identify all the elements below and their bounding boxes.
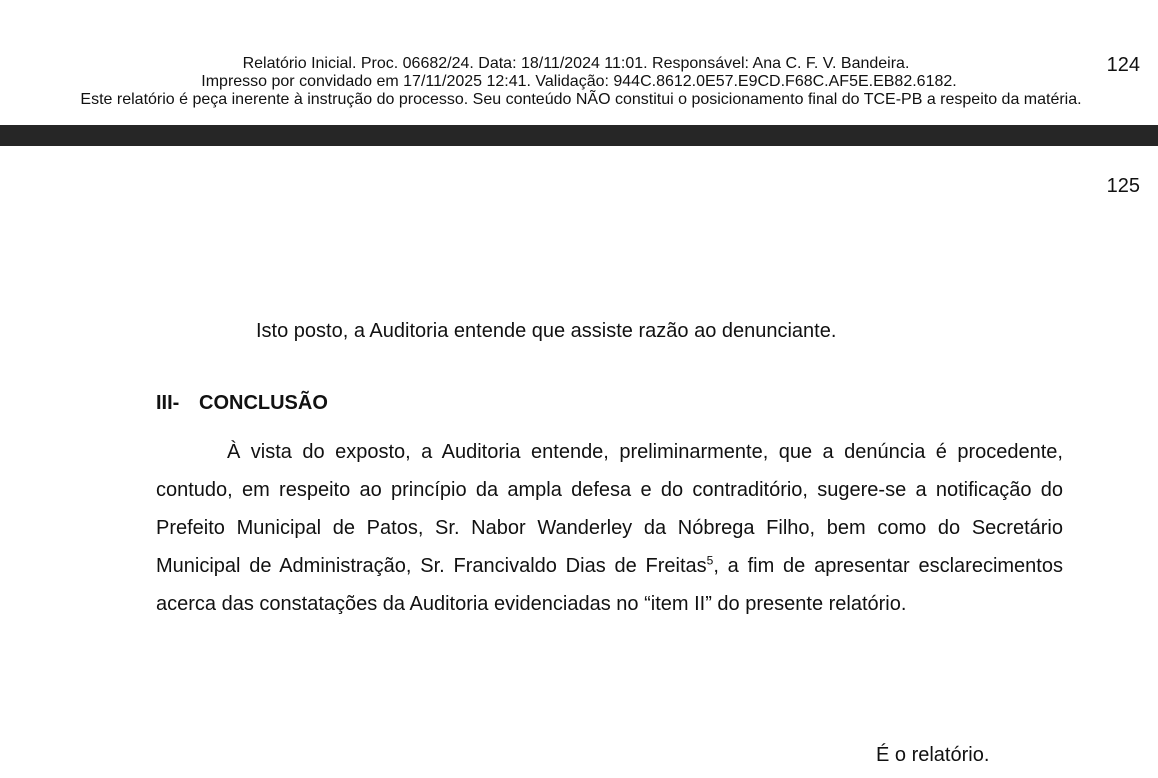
closing-statement: É o relatório. xyxy=(876,744,990,766)
header-process-info: Relatório Inicial. Proc. 06682/24. Data: 18/11/2024 11:01. Responsável: Ana C. F. V. Bandeira. xyxy=(242,55,910,72)
header-disclaimer: Este relatório é peça inerente à instrução do processo. Seu conteúdo NÃO constitui o posicionamento final do TCE-PB a respeito da matéria. xyxy=(80,91,1082,108)
section-heading xyxy=(156,384,328,422)
footnote-marker[interactable]: 5 xyxy=(706,553,714,568)
conclusion-text-part2: , a fim de apresentar esclarecimentos acerca das constatações da Auditoria evidenciadas no “item II” do presente relatório. xyxy=(156,555,1063,615)
page-separator xyxy=(0,125,1158,146)
conclusion-paragraph xyxy=(156,433,1063,623)
header-print-validation: Impresso por convidado em 17/11/2025 12:41. Validação: 944C.8612.0E57.E9CD.F68C.AF5E.EB82.6182. xyxy=(201,73,957,90)
section-title: CONCLUSÃO xyxy=(199,392,328,414)
conclusion-text-part1: À vista do exposto, a Auditoria entende, preliminarmente, que a denúncia é procedente, contudo, em respeito ao princípio da ampla defesa e do contraditório, sugere-se a notificação do Prefeito Municipal de Patos, Sr. Nabor Wanderley da Nóbrega Filho, bem como do Secretário Municipal de Administração, Sr. Francivaldo Dias de Freitas xyxy=(156,441,1063,577)
section-number: III- xyxy=(156,392,180,414)
previous-page-number: 124 xyxy=(1106,54,1140,76)
page-number: 125 xyxy=(1106,175,1140,197)
intro-paragraph: Isto posto, a Auditoria entende que assiste razão ao denunciante. xyxy=(256,320,837,342)
